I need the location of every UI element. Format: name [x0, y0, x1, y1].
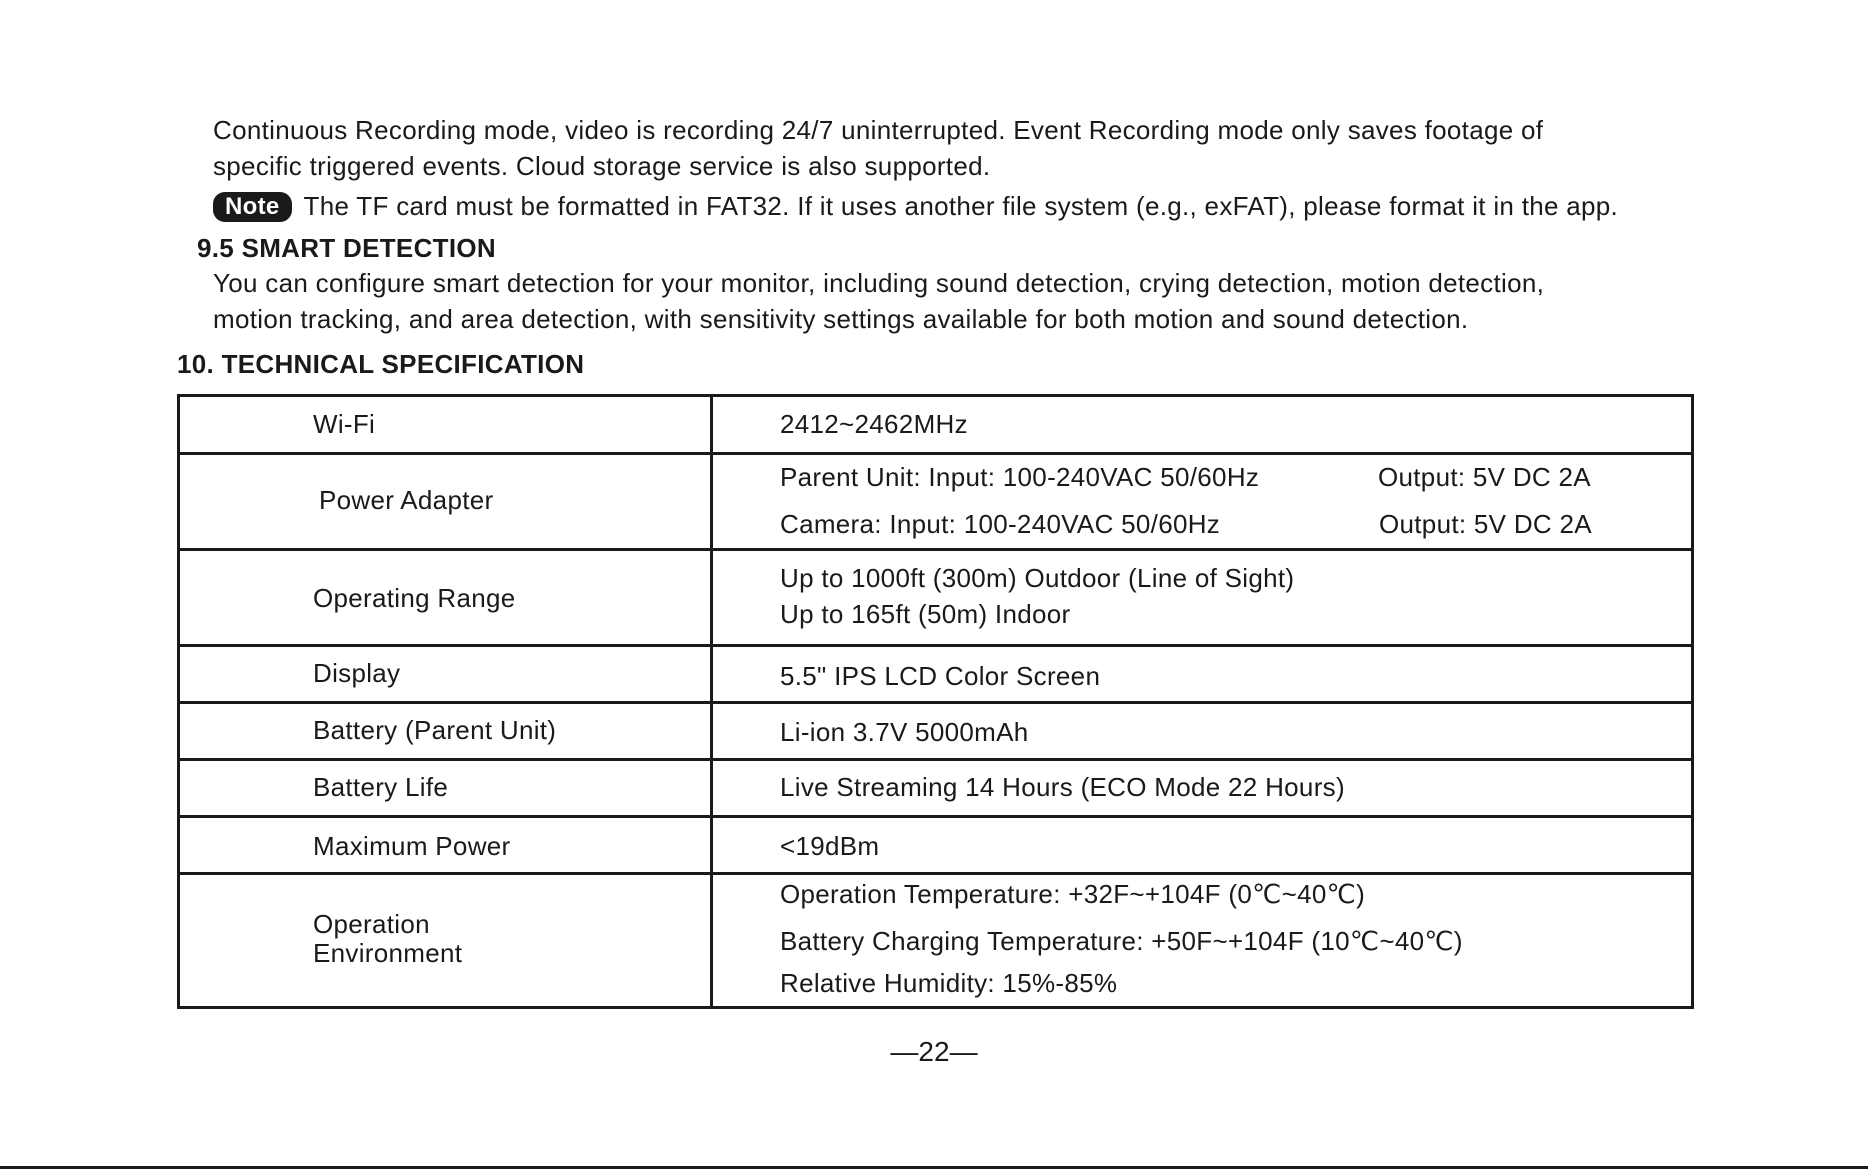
spec-row-environment	[180, 875, 1691, 1006]
spec-row-max-power	[180, 818, 1691, 875]
spec-value-max-power: <19dBm	[780, 831, 880, 861]
smart-detection-line-2: motion tracking, and area detection, with sensitivity settings available for both motion and sound detection.	[213, 304, 1469, 334]
spec-table	[177, 394, 1694, 1009]
spec-row-power-adapter	[180, 455, 1691, 551]
spec-value-parent-output: Output: 5V DC 2A	[1378, 462, 1591, 492]
page-number: —22—	[890, 1036, 978, 1067]
spec-row-battery-parent	[180, 704, 1691, 761]
spec-value-battery-parent: Li-ion 3.7V 5000mAh	[780, 717, 1029, 747]
intro-line-2: specific triggered events. Cloud storage service is also supported.	[213, 151, 991, 181]
spec-value-humidity: Relative Humidity: 15%-85%	[780, 968, 1118, 998]
spec-row-wifi	[180, 397, 1691, 455]
spec-value-parent-input: Parent Unit: Input: 100-240VAC 50/60Hz	[780, 462, 1260, 492]
smart-detection-heading: 9.5 SMART DETECTION	[197, 233, 496, 263]
spec-label-max-power: Maximum Power	[313, 831, 511, 861]
spec-value-battery-life: Live Streaming 14 Hours (ECO Mode 22 Hours)	[780, 772, 1345, 802]
spec-label-environment-1: Operation	[313, 909, 430, 939]
spec-value-operation-temp: Operation Temperature: +32F~+104F (0℃~40℃)	[780, 879, 1366, 909]
spec-label-environment-2: Environment	[313, 938, 463, 968]
smart-detection-line-1: You can configure smart detection for your monitor, including sound detection, crying detection, motion detection,	[213, 268, 1545, 298]
intro-line-1: Continuous Recording mode, video is recording 24/7 uninterrupted. Event Recording mode only saves footage of	[213, 115, 1544, 145]
spec-label-operating-range: Operating Range	[313, 583, 516, 613]
spec-row-display	[180, 647, 1691, 704]
note-text: The TF card must be formatted in FAT32. If it uses another file system (e.g., exFAT), please format it in the app.	[303, 191, 1619, 221]
spec-row-operating-range	[180, 551, 1691, 647]
spec-value-camera-output: Output: 5V DC 2A	[1379, 509, 1592, 539]
spec-value-range-outdoor: Up to 1000ft (300m) Outdoor (Line of Sight)	[780, 563, 1295, 593]
tech-spec-heading: 10. TECHNICAL SPECIFICATION	[177, 349, 585, 379]
spec-value-charging-temp: Battery Charging Temperature: +50F~+104F (10℃~40℃)	[780, 926, 1463, 956]
spec-label-display: Display	[313, 658, 401, 688]
spec-label-power-adapter: Power Adapter	[319, 485, 494, 515]
spec-value-range-indoor: Up to 165ft (50m) Indoor	[780, 599, 1071, 629]
spec-row-battery-life	[180, 761, 1691, 818]
spec-value-display: 5.5" IPS LCD Color Screen	[780, 661, 1101, 691]
spec-value-wifi: 2412~2462MHz	[780, 409, 968, 439]
spec-value-camera-input: Camera: Input: 100-240VAC 50/60Hz	[780, 509, 1221, 539]
spec-label-battery-parent: Battery (Parent Unit)	[313, 715, 557, 745]
note-badge: Note	[213, 192, 292, 222]
note-line	[213, 191, 1618, 222]
spec-label-wifi: Wi-Fi	[313, 409, 376, 439]
spec-label-battery-life: Battery Life	[313, 772, 449, 802]
